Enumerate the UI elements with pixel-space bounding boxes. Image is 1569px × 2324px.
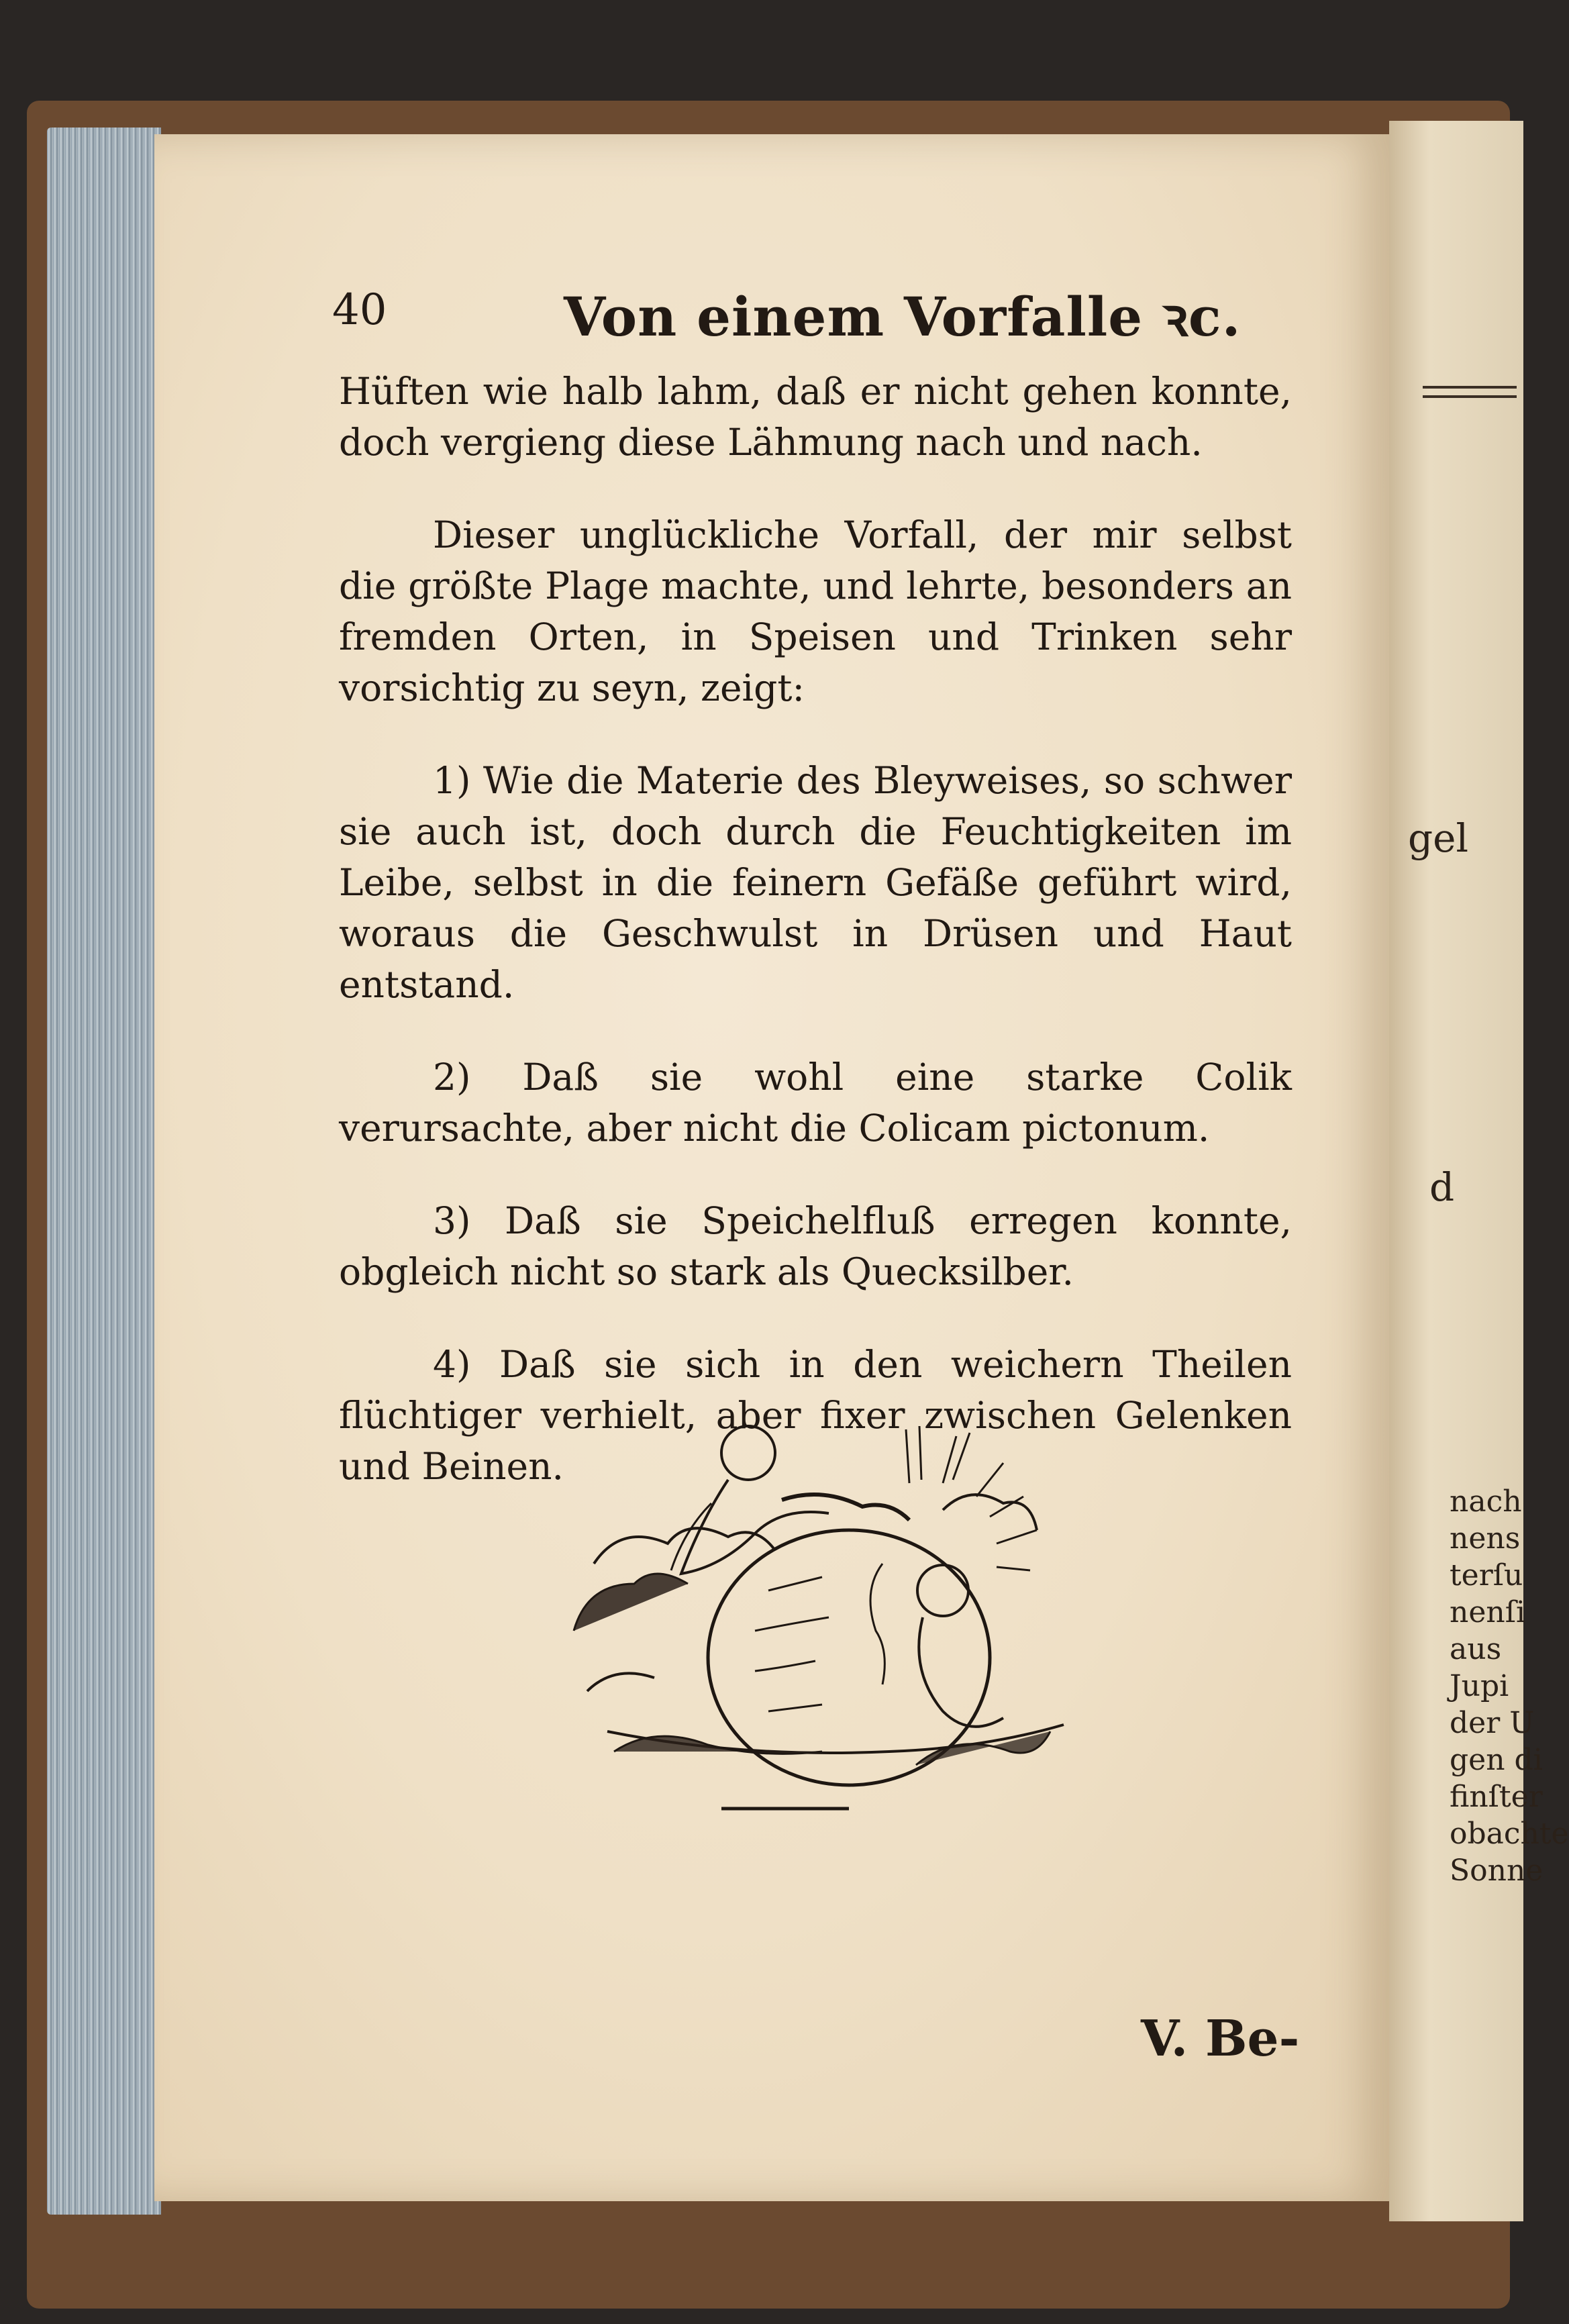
catchword: V. Be- <box>1141 2010 1300 2068</box>
facing-page-rule <box>1423 386 1517 398</box>
list-item: 3) Daß sie Speichelfluß erregen konnte, obgleich nicht so stark als Quecksilber. <box>339 1199 1292 1293</box>
page-header <box>332 279 1285 352</box>
facing-page-fragment: gel <box>1408 815 1469 861</box>
list-item: 1) Wie die Materie des Bleyweises, so schwer sie auch ist, doch durch die Feuchtigkeiten im Leibe, selbst in die feinern Gefäße geführt wird, woraus die Geschwulst in Drüsen und Haut entstand. <box>339 759 1292 1006</box>
list-item: 2) Daß sie wohl eine starke Colik verursachte, aber nicht die Colicam pictonum. <box>339 1056 1292 1150</box>
page-number: 40 <box>332 285 387 335</box>
running-title: Von einem Vorfalle ꝛc. <box>564 285 1242 348</box>
page-edges <box>47 128 161 2215</box>
facing-page-fragment: d <box>1429 1164 1455 1210</box>
paragraph: Hüften wie halb lahm, daß er nicht gehen konnte, doch vergieng diese Lähmung nach und nach. <box>339 370 1292 464</box>
facing-page-strip: nach nens terſu nenſi aus Jupi der U gen di finſter obachte Sonne <box>1450 1484 1569 1888</box>
paragraph: Dieser unglückliche Vorfall, der mir selbst die größte Plage machte, und lehrte, besonders an fremden Orten, in Speisen und Trinken sehr vorsichtig zu seyn, zeigt: <box>339 513 1292 709</box>
facing-page-sliver <box>1389 121 1569 2221</box>
list-item: 4) Daß sie sich in den weichern Theilen flüchtiger verhielt, aber fixer zwischen Gelenken und Beinen. <box>339 1343 1292 1488</box>
decorative-vignette <box>567 1416 1091 1825</box>
body-text <box>339 366 1292 1533</box>
